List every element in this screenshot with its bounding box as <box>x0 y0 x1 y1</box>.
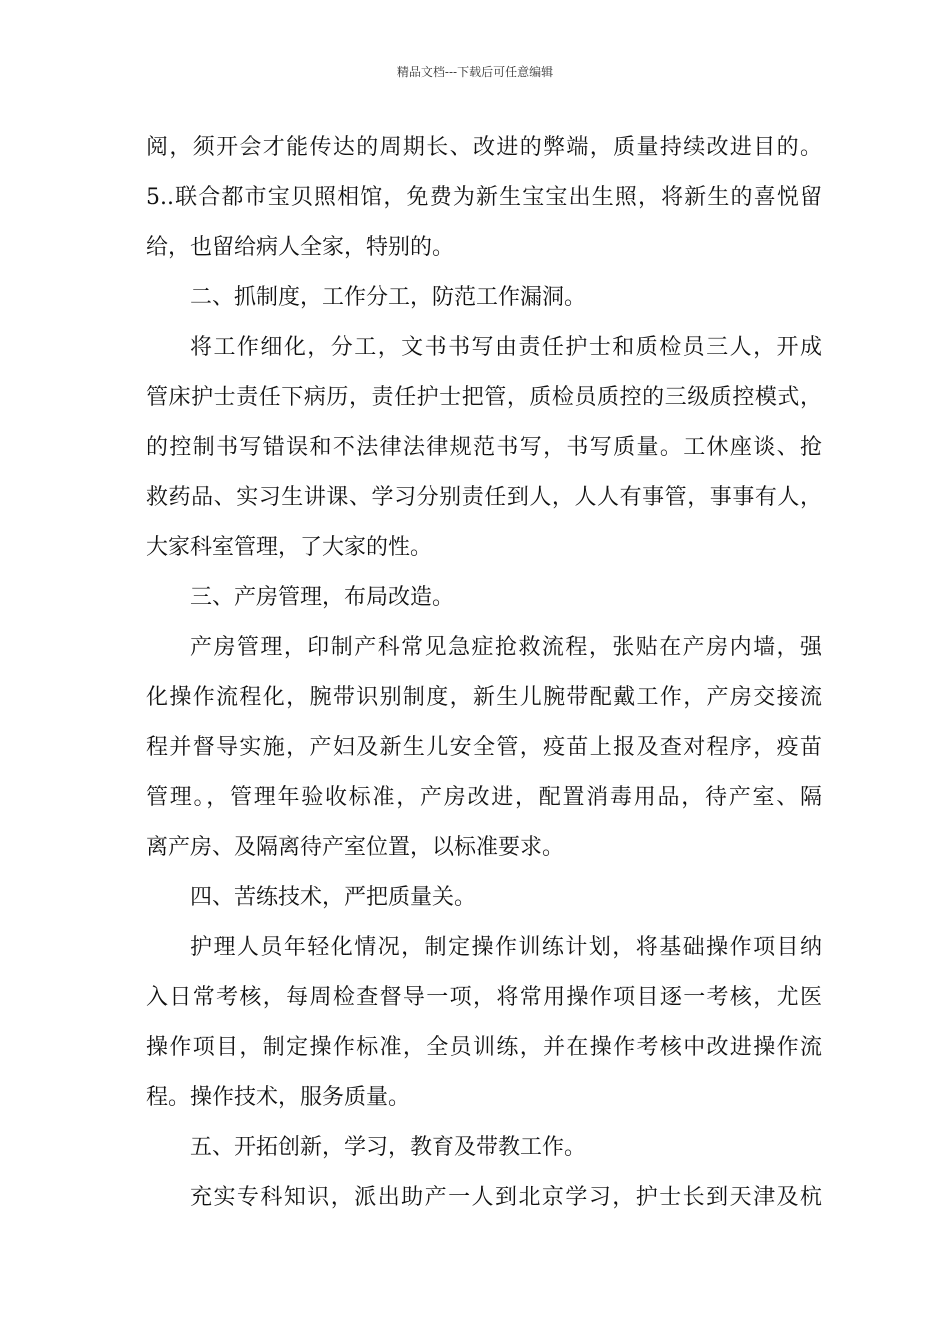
text-line: 程。操作技术，服务质量。 <box>146 1085 411 1110</box>
text-line: 程并督导实施，产妇及新生儿安全管，疫苗上报及查对程序，疫苗 <box>146 735 822 760</box>
document-body <box>146 130 822 1230</box>
text-line: 的控制书写错误和不法律法律规范书写，书写质量。工休座谈、抢 <box>146 435 822 460</box>
text-line: 5..联合都市宝贝照相馆，免费为新生宝宝出生照，将新生的喜悦留 <box>146 185 822 210</box>
text-line: 阅，须开会才能传达的周期长、改进的弊端，质量持续改进目的。 <box>146 135 822 160</box>
text-line: 入日常考核，每周检查督导一项，将常用操作项目逐一考核，尤医 <box>146 985 822 1010</box>
text-line: 管理。，管理年验收标准，产房改进，配置消毒用品，待产室、隔 <box>146 785 822 810</box>
text-line: 操作项目，制定操作标准，全员训练，并在操作考核中改进操作流 <box>146 1035 822 1060</box>
text-line: 离产房、及隔离待产室位置，以标准要求。 <box>146 835 565 860</box>
text-line: 将工作细化，分工，文书书写由责任护士和质检员三人，开成 <box>190 335 822 360</box>
text-line: 五、开拓创新，学习，教育及带教工作。 <box>190 1135 587 1160</box>
text-line: 充实专科知识，派出助产一人到北京学习，护士长到天津及杭 <box>190 1185 822 1210</box>
text-line: 护理人员年轻化情况，制定操作训练计划，将基础操作项目纳 <box>190 935 822 960</box>
text-line: 大家科室管理，了大家的性。 <box>146 535 433 560</box>
text-line: 救药品、实习生讲课、学习分别责任到人，人人有事管，事事有人， <box>146 485 822 510</box>
text-line: 四、苦练技术，严把质量关。 <box>190 885 477 910</box>
text-line: 给，也留给病人全家，特别的。 <box>146 235 455 260</box>
text-line: 产房管理，印制产科常见急症抢救流程，张贴在产房内墙，强 <box>190 635 822 660</box>
text-line: 三、产房管理，布局改造。 <box>190 585 455 610</box>
text-line: 管床护士责任下病历，责任护士把管，质检员质控的三级质控模式， <box>146 385 822 410</box>
text-line: 化操作流程化，腕带识别制度，新生儿腕带配戴工作，产房交接流 <box>146 685 822 710</box>
page-header: 精品文档---下载后可任意编辑 <box>396 65 554 79</box>
text-line: 二、抓制度，工作分工，防范工作漏洞。 <box>190 285 587 310</box>
